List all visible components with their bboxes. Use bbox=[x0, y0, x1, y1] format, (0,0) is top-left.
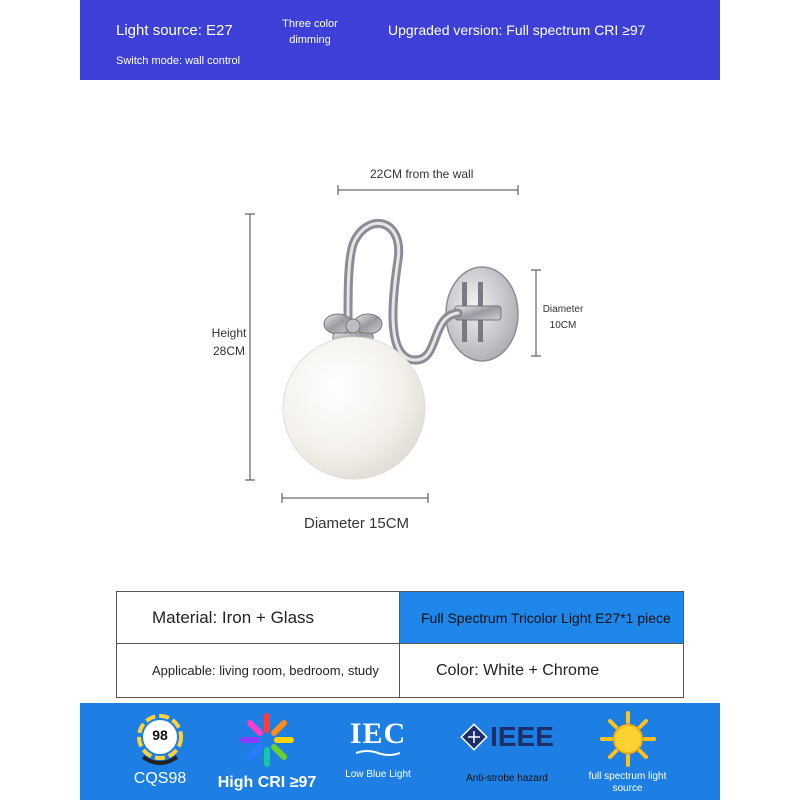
base-diameter-value: 10CM bbox=[549, 320, 577, 331]
light-cell: Full Spectrum Tricolor Light E27*1 piece bbox=[400, 592, 683, 644]
ieee-logo: IEEE bbox=[490, 721, 554, 752]
spectrum-line2: source bbox=[612, 783, 643, 794]
header-banner bbox=[80, 0, 720, 80]
blue-light-label: Low Blue Light bbox=[345, 769, 411, 780]
spectrum-line1: full spectrum light bbox=[588, 771, 667, 782]
lamp-illustration bbox=[0, 150, 800, 550]
cri-label: High CRI ≥97 bbox=[217, 774, 317, 791]
upgraded-text: Upgraded version: Full spectrum CRI ≥97 bbox=[388, 22, 646, 38]
iec-wave-icon bbox=[356, 749, 400, 757]
color-wheel-icon bbox=[240, 713, 294, 767]
lamp-diagram bbox=[0, 150, 800, 550]
feature-badges bbox=[80, 703, 720, 800]
badge-ieee bbox=[442, 703, 572, 800]
badge-cqs bbox=[125, 703, 195, 800]
spectrum-label bbox=[589, 771, 667, 795]
globe-diameter-label: Diameter 15CM bbox=[304, 515, 410, 532]
badge-iec bbox=[338, 703, 418, 800]
wall-distance-label: 22CM from the wall bbox=[370, 167, 474, 181]
ieee-diamond-icon bbox=[460, 723, 488, 751]
iec-logo: IEC bbox=[349, 717, 407, 750]
glass-globe bbox=[283, 337, 425, 479]
material-cell: Material: Iron + Glass bbox=[117, 592, 400, 644]
strobe-label: Anti-strobe hazard bbox=[466, 773, 548, 784]
spec-table bbox=[116, 591, 684, 698]
base-diameter-label: Diameter bbox=[542, 304, 584, 315]
base-diameter-label-group bbox=[540, 302, 586, 334]
switch-mode-text: Switch mode: wall control bbox=[116, 55, 241, 67]
dimming-text bbox=[280, 16, 340, 48]
wall-distance-dimension bbox=[338, 185, 518, 195]
height-label-group bbox=[206, 324, 252, 360]
color-cell: Color: White + Chrome bbox=[436, 661, 600, 679]
height-label: Height bbox=[211, 326, 247, 340]
badge-cri bbox=[212, 703, 322, 800]
cqs-label: CQS98 bbox=[133, 770, 187, 787]
ieee-logo-group bbox=[460, 723, 554, 751]
globe-diameter-dimension bbox=[282, 493, 428, 503]
height-value: 28CM bbox=[212, 344, 245, 358]
dimming-line1: Three color bbox=[282, 18, 338, 30]
dimming-line2: dimming bbox=[289, 34, 331, 46]
applicable-cell: Applicable: living room, bedroom, study bbox=[117, 644, 400, 697]
light-source-text: Light source: E27 bbox=[116, 22, 233, 39]
badge-spectrum bbox=[580, 703, 675, 800]
cqs-number: 98 bbox=[152, 727, 168, 743]
sun-icon bbox=[600, 711, 656, 767]
